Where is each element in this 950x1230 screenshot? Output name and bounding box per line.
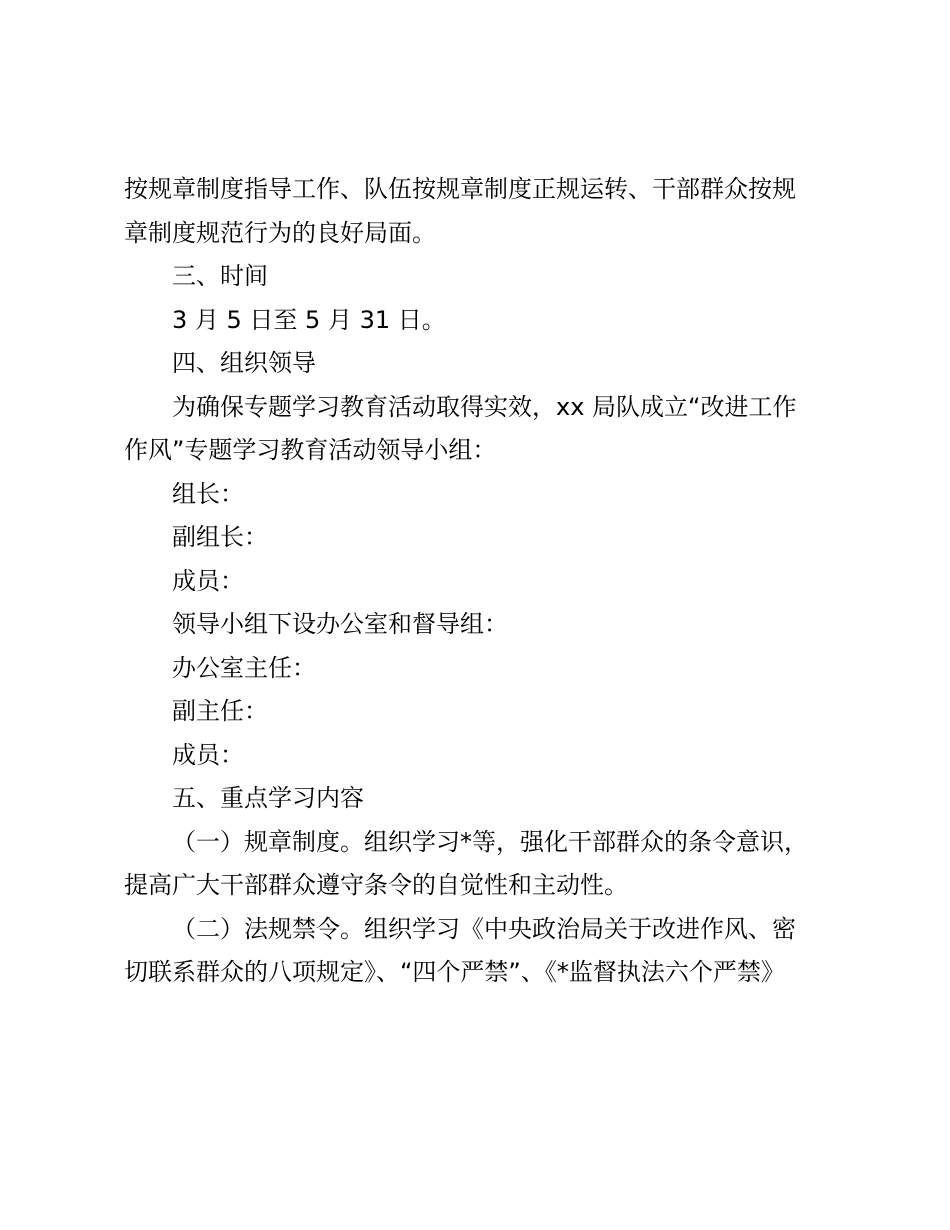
paragraph-line: （一）规章制度。组织学习*等，强化干部群众的条令意识， [172,827,808,856]
section-heading-time: 三、时间 [172,262,268,290]
paragraph-line: 为确保专题学习教育活动取得实效，xx 局队成立“改进工作 [172,392,797,421]
paragraph-line: 作风”专题学习教育活动领导小组： [124,436,497,464]
role-deputy-director: 副主任： [172,697,268,725]
role-office-director: 办公室主任： [172,653,316,682]
paragraph-line: 按规章制度指导工作、队伍按规章制度正规运转、干部群众按规 [124,175,796,203]
paragraph-line: 切联系群众的八项规定》、“四个严禁”、《*监督执法六个严禁》 [124,958,785,986]
paragraph-line: 领导小组下设办公室和督导组： [172,610,508,638]
role-office-members: 成员： [172,740,244,769]
section-heading-key-content: 五、重点学习内容 [172,784,364,812]
paragraph-line: 提高广大干部群众遵守条令的自觉性和主动性。 [124,871,628,899]
paragraph-line: （二）法规禁令。组织学习《中央政治局关于改进作风、密 [172,914,796,943]
section-heading-organization: 四、组织领导 [172,349,316,377]
role-members: 成员： [172,566,244,595]
date-range: 3 月 5 日至 5 月 31 日。 [172,305,446,334]
paragraph-line: 章制度规范行为的良好局面。 [124,218,436,247]
document-body [124,168,830,995]
role-deputy-leader: 副组长： [172,523,268,551]
role-leader: 组长： [172,479,244,508]
